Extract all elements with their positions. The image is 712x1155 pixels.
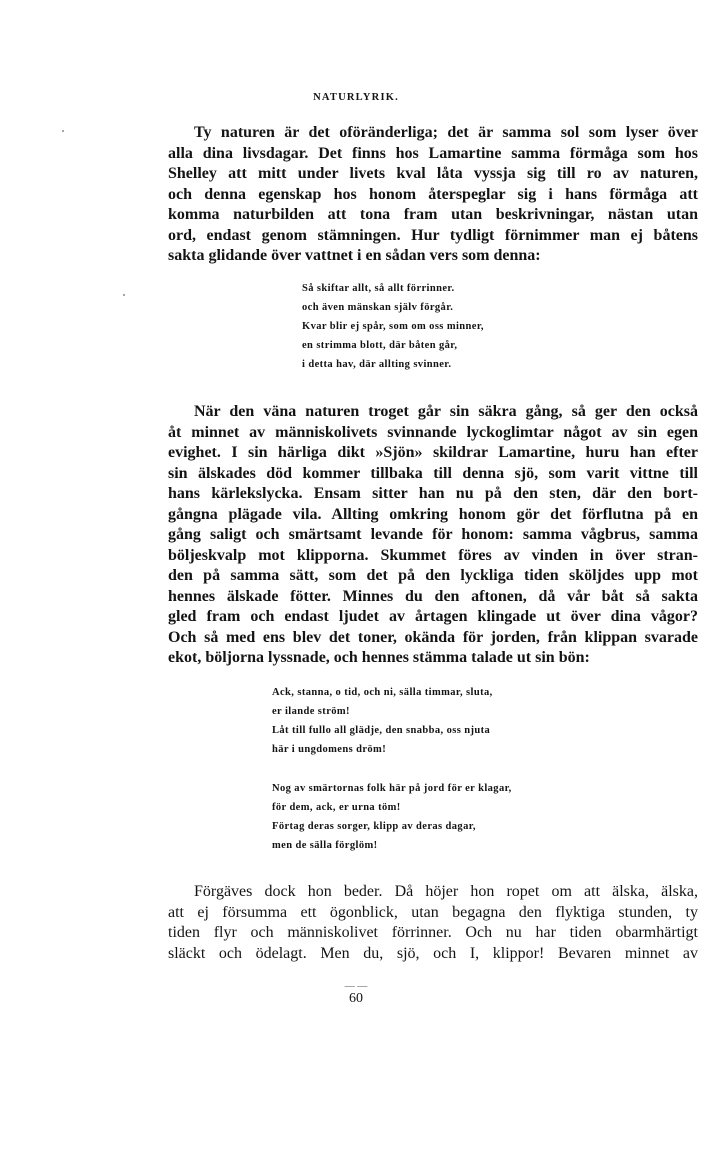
text-line: alla dina livsdagar. Det finns hos Lamartine samma förmåga som hos <box>168 144 698 162</box>
verse-quote-1 <box>302 279 484 374</box>
margin-speck <box>62 130 64 132</box>
footer-rule: — — <box>344 981 368 992</box>
running-header: NATURLYRIK. <box>313 92 399 103</box>
text-line: Och så med ens blev det toner, okända för jorden, från klippan svarade <box>168 628 698 646</box>
text-line: komma naturbilden att tona fram utan beskrivningar, nästan utan <box>168 206 698 223</box>
page-footer <box>0 983 712 1007</box>
text-line: gled fram och endast ljudet av årtagen klingade ut över dina vågor? <box>168 608 698 625</box>
verse-stanza-2 <box>272 779 512 855</box>
text-line: böljeskvalp mot klipporna. Skummet föres av vinden in över stran- <box>168 546 698 564</box>
verse-line: för dem, ack, er urna töm! <box>272 802 401 813</box>
text-line: att ej försumma ett ögonblick, utan begagna den flyktiga stunden, ty <box>168 903 698 921</box>
margin-speck <box>123 294 125 296</box>
text-line: sin älskades död kommer tillbaka till denna sjö, som varit vittne till <box>168 464 698 482</box>
text-line: ord, endast genom stämningen. Hur tydligt förnimmer man ej båtens <box>168 226 698 244</box>
text-line: hans kärlekslycka. Ensam sitter han nu på den sten, där den bort- <box>168 485 698 502</box>
verse-line: men de sälla förglöm! <box>272 840 378 851</box>
text-line: När den väna naturen troget går sin säkra gång, så ger den också <box>194 403 698 420</box>
verse-line: Kvar blir ej spår, som om oss minner, <box>302 321 484 332</box>
verse-line: er ilande ström! <box>272 706 350 717</box>
verse-quote-2 <box>272 683 512 855</box>
paragraph-2 <box>168 402 698 669</box>
verse-line: Förtag deras sorger, klipp av deras dagar, <box>272 821 476 832</box>
text-line: Ty naturen är det oföränderliga; det är samma sol som lyser över <box>194 124 698 141</box>
text-line: sakta glidande över vattnet i en sådan vers som denna: <box>168 247 541 264</box>
text-line: gång saligt och smärtsamt levande för honom: samma vågbrus, samma <box>168 526 698 543</box>
text-line: släckt och ödelagt. Men du, sjö, och I, klippor! Bevaren minnet av <box>168 944 698 962</box>
verse-line: Så skiftar allt, så allt förrinner. <box>302 283 455 294</box>
text-line: Förgäves dock hon beder. Då höjer hon ropet om att älska, älska, <box>194 883 698 900</box>
paragraph-1 <box>168 123 698 267</box>
text-line: åt minnet av människolivets svinnande lyckoglimtar något av sin egen <box>168 423 698 441</box>
page-number: 60 <box>349 991 363 1006</box>
verse-stanza-1 <box>272 683 512 759</box>
verse-line: en strimma blott, där båten går, <box>302 340 458 351</box>
text-line: ekot, böljorna lyssnade, och hennes stämma talade ut sin bön: <box>168 649 590 666</box>
verse-line: här i ungdomens dröm! <box>272 744 387 755</box>
verse-line: och även mänskan själv förgår. <box>302 302 454 313</box>
paragraph-3 <box>168 882 698 964</box>
text-line: evighet. I sin härliga dikt »Sjön» skildrar Lamartine, huru han efter <box>168 444 698 461</box>
text-line: och denna egenskap hos honom återspeglar sig i hans förmåga att <box>168 185 698 203</box>
verse-line: Låt till fullo all glädje, den snabba, oss njuta <box>272 725 491 736</box>
verse-line: Ack, stanna, o tid, och ni, sälla timmar, sluta, <box>272 687 493 698</box>
text-line: gångna plägade vila. Allting omkring honom gör det förflutna på en <box>168 505 698 523</box>
text-line: hennes älskade fötter. Minnes du den aftonen, då vår båt så sakta <box>168 587 698 605</box>
text-line: Shelley att mitt under livets kval låta vyssja sig till ro av naturen, <box>168 165 698 182</box>
verse-line: i detta hav, där allting svinner. <box>302 359 452 370</box>
verse-line: Nog av smärtornas folk här på jord för er klagar, <box>272 783 512 794</box>
text-line: tiden flyr och människolivet förrinner. Och nu har tiden obarmhärtigt <box>168 924 698 941</box>
text-line: den på samma sätt, som det på den lyckliga tiden sköljdes upp mot <box>168 567 698 584</box>
